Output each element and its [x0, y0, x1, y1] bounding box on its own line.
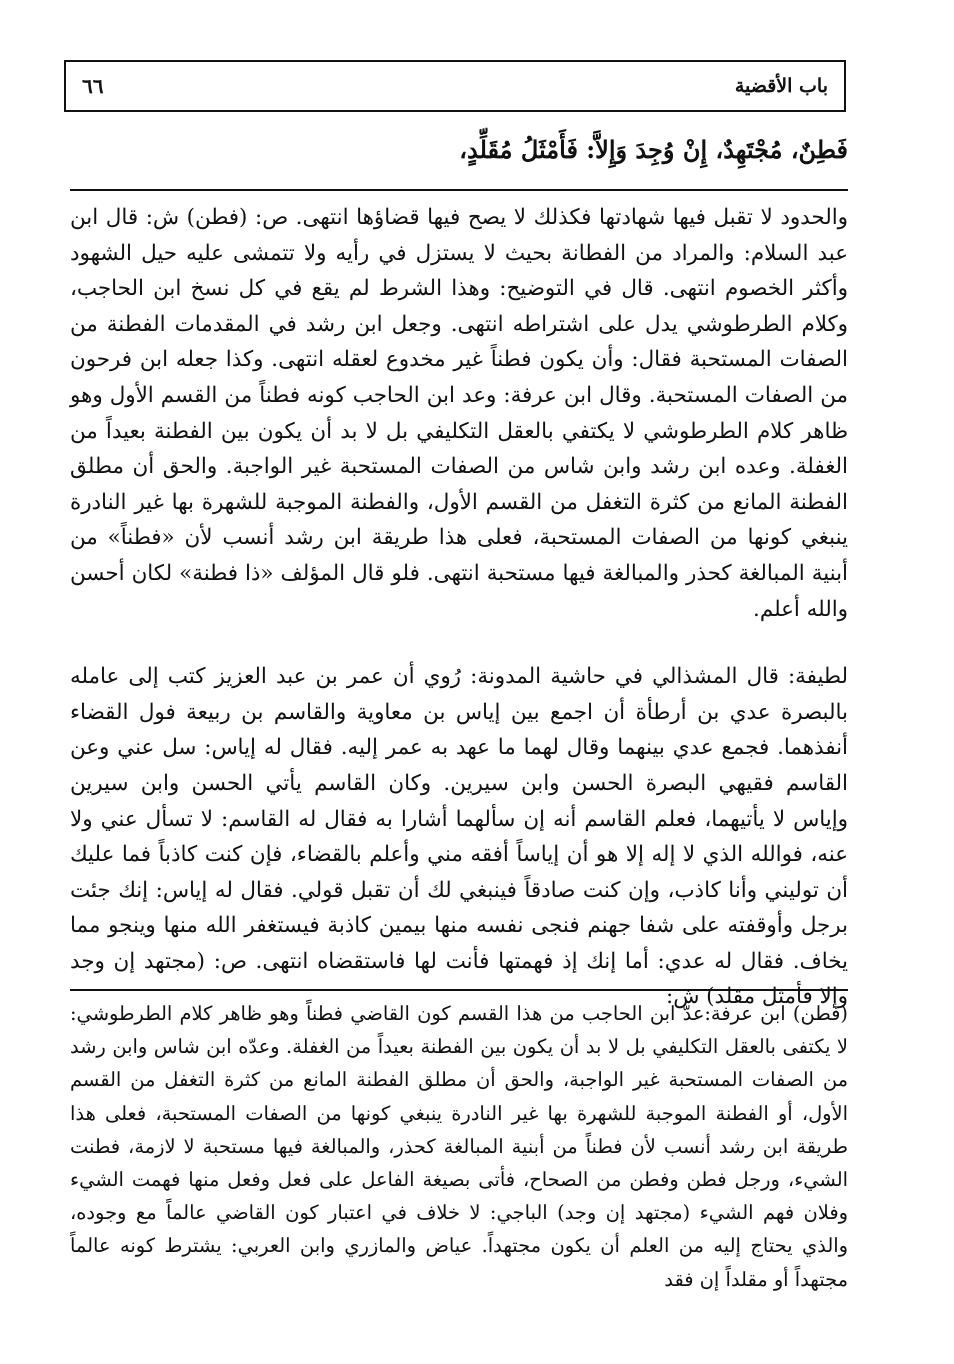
commentary-paragraph-1: والحدود لا تقبل فيها شهادتها فكذلك لا يصح فيها قضاؤها انتهى. ص: (فطن) ش: قال ابن عبد السلام: والمراد من الفطانة بحيث لا يستزل في رأيه ولا تتمشى عليه حيل الشهود وأكثر الخصوم انتهى. قال في التوضيح: وهذا الشرط لم يقع في كل نسخ ابن الحاجب، وكلام الطرطوشي يدل على اشتراطه انتهى. وجعل ابن رشد في المقدمات الفطنة من الصفات المستحبة فقال: وأن يكون فطناً غير مخدوع لعقله انتهى. وكذا جعله ابن فرحون من الصفات المستحبة. وقال ابن عرفة: وعد ابن الحاجب كونه فطناً من القسم الأول وهو ظاهر كلام الطرطوشي لا يكتفي بالعقل التكليفي بل لا بد أن يكون بين الفطنة بعيداً من الغفلة. وعده ابن رشد وابن شاس من الصفات المستحبة غير الواجبة. والحق أن مطلق الفطنة المانع من كثرة التغفل من القسم الأول، والفطنة الموجبة للشهرة بها غير النادرة ينبغي كونها من الصفات المستحبة، فعلى هذا طريقة ابن رشد أنسب لأن «فطناً» من أبنية المبالغة كحذر والمبالغة فيها مستحبة انتهى. فلو قال المؤلف «ذا فطنة» لكان أحسن والله أعلم.: [70, 205, 848, 622]
matn-text: فَطِنٌ، مُجْتَهِدٌ، إِنْ وُجِدَ وَإِلاَّ: فَأَمْثَلُ مُقَلِّدٍ،: [459, 135, 848, 164]
commentary-paragraph-2: لطيفة: قال المشذالي في حاشية المدونة: رُوي أن عمر بن عبد العزيز كتب إلى عامله بالبصرة عدي بن أرطأة أن اجمع بين إياس بن معاوية والقاسم بن ربيعة فول القضاء أنفذهما. فجمع عدي بينهما وقال لهما ما عهد به عمر إليه. فقال له إياس: سل عني وعن القاسم فقيهي البصرة الحسن وابن سيرين. وكان القاسم يأتي الحسن وابن سيرين وإياس لا يأتيهما، فعلم القاسم أنه إن سألهما أشارا به فقال له القاسم: لا تسأل عني ولا عنه، فوالله الذي لا إله إلا هو أن إياساً أفقه مني وأعلم بالقضاء، فإن كنت كاذباً فما عليك أن توليني وأنا كاذب، وإن كنت صادقاً فينبغي لك أن تقبل قولي. فقال له إياس: إنك جئت برجل وأوقفته على شفا جهنم فنجى نفسه منها بيمين كاذبة فيستغفر الله منها وينجو مما يخاف. فقال له عدي: أما إنك إذ فهمتها فأنت لها فاستقضاه انتهى. ص: (مجتهد إن وجد وإلا فأمثل مقلد) ش:: [70, 664, 848, 1010]
page-header: [64, 60, 846, 112]
chapter-title: باب الأقضية: [734, 75, 828, 97]
commentary-section: [70, 200, 848, 1015]
footnote-divider: [70, 989, 848, 991]
footnote-section: [70, 997, 848, 1296]
footnote-paragraph: (فطن) ابن عرفة:عدّ ابن الحاجب من هذا القسم كون القاضي فطناً وهو ظاهر كلام الطرطوشي: لا يكتفى بالعقل التكليفي بل لا بد أن يكون بين الفطنة بعيداً من الغفلة. وعدّه ابن شاس وابن رشد من الصفات المستحبة غير الواجبة، والحق أن مطلق الفطنة المانع من كثرة التغفل من القسم الأول، أو الفطنة الموجبة للشهرة بها غير النادرة ينبغي كونها من الصفات المستحبة، فعلى هذا طريقة ابن رشد أنسب لأن فطناً من أبنية المبالغة كحذر، والمبالغة فيها مستحبة لا لازمة، فطنت الشيء، ورجل فطن وفطن من الصحاح، فأتى بصيغة الفاعل على فعل وفعل منها فهمت الشيء وفلان فهم الشيء (مجتهد إن وجد) الباجي: لا خلاف في اعتبار كون القاضي عالماً مع وجوده، والذي يحتاج إليه من العلم أن يكون مجتهداً. عياض والمازري وابن العربي: يشترط كونه عالماً مجتهداً أو مقلداً إن فقد: [70, 1002, 848, 1291]
top-divider: [70, 189, 848, 191]
paragraph-gap: [70, 627, 848, 659]
page-number: ٦٦: [82, 74, 104, 98]
